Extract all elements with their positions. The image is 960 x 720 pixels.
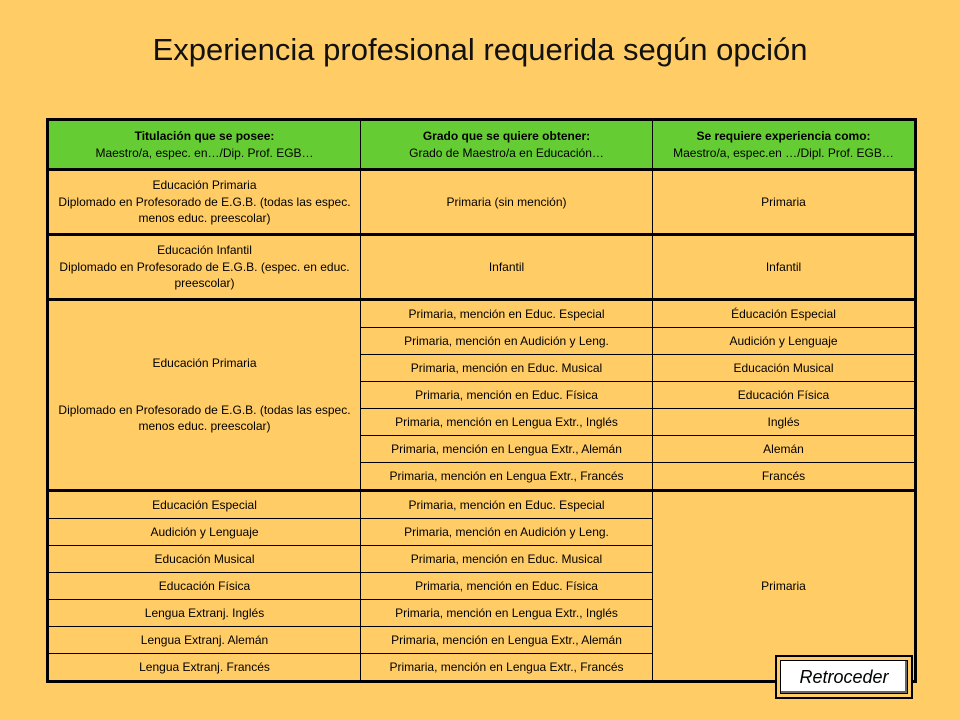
table-row <box>48 491 916 519</box>
back-button-label: Retroceder <box>780 660 908 694</box>
header-titulacion-sub: Maestro/a, espec. en…/Dip. Prof. EGB… <box>95 146 314 160</box>
header-titulacion <box>48 120 361 170</box>
experiencia-cell: Primaria <box>653 170 916 235</box>
titulacion-cell <box>48 170 361 235</box>
grado-cell: Primaria, mención en Lengua Extr., Francés <box>361 463 653 491</box>
header-grado-sub: Grado de Maestro/a en Educación… <box>409 146 604 160</box>
experiencia-cell: Alemán <box>653 436 916 463</box>
header-experiencia <box>653 120 916 170</box>
titulacion-cell: Lengua Extranj. Francés <box>48 654 361 682</box>
grado-cell: Primaria, mención en Educ. Especial <box>361 491 653 519</box>
grado-cell: Infantil <box>361 235 653 300</box>
experiencia-cell: Audición y Lenguaje <box>653 328 916 355</box>
grado-cell: Primaria, mención en Educ. Física <box>361 382 653 409</box>
titulacion-cell <box>48 235 361 300</box>
header-experiencia-sub: Maestro/a, espec.en …/Dipl. Prof. EGB… <box>673 146 894 160</box>
header-grado-title: Grado que se quiere obtener: <box>422 129 591 144</box>
experiencia-cell: Primaria <box>653 491 916 682</box>
titulacion-cell <box>48 300 361 491</box>
grado-cell: Primaria, mención en Educ. Musical <box>361 546 653 573</box>
experiencia-cell: Éducación Especial <box>653 300 916 328</box>
header-grado <box>361 120 653 170</box>
grado-cell: Primaria (sin mención) <box>361 170 653 235</box>
titulacion-cell: Educación Especial <box>48 491 361 519</box>
titulacion-cell: Educación Física <box>48 573 361 600</box>
experiencia-cell: Infantil <box>653 235 916 300</box>
grado-cell: Primaria, mención en Lengua Extr., Francés <box>361 654 653 682</box>
titulacion-cell: Lengua Extranj. Alemán <box>48 627 361 654</box>
experience-table <box>46 118 917 683</box>
header-titulacion-title: Titulación que se posee: <box>134 129 275 144</box>
experiencia-cell: Inglés <box>653 409 916 436</box>
titulacion-line1: Educación Primaria <box>152 355 257 370</box>
titulacion-line2: Diplomado en Profesorado de E.G.B. (todas las espec. menos educ. preescolar) <box>58 194 351 226</box>
experiencia-cell: Educación Física <box>653 382 916 409</box>
header-experiencia-title: Se requiere experiencia como: <box>696 129 871 144</box>
titulacion-line2: Diplomado en Profesorado de E.G.B. (espec. en educ. preescolar) <box>59 259 350 291</box>
grado-cell: Primaria, mención en Audición y Leng. <box>361 328 653 355</box>
titulacion-line1: Educación Infantil <box>157 242 252 257</box>
grado-cell: Primaria, mención en Educ. Musical <box>361 355 653 382</box>
grado-cell: Primaria, mención en Lengua Extr., Alemán <box>361 436 653 463</box>
table-row <box>48 170 916 235</box>
titulacion-line1: Educación Primaria <box>152 177 257 192</box>
table-row <box>48 235 916 300</box>
table-header-row <box>48 120 916 170</box>
page-title: Experiencia profesional requerida según opción <box>152 32 808 67</box>
titulacion-cell: Audición y Lenguaje <box>48 519 361 546</box>
grado-cell: Primaria, mención en Audición y Leng. <box>361 519 653 546</box>
experiencia-cell: Educación Musical <box>653 355 916 382</box>
grado-cell: Primaria, mención en Educ. Especial <box>361 300 653 328</box>
grado-cell: Primaria, mención en Lengua Extr., Inglés <box>361 409 653 436</box>
titulacion-cell: Lengua Extranj. Inglés <box>48 600 361 627</box>
titulacion-line2: Diplomado en Profesorado de E.G.B. (todas las espec. menos educ. preescolar) <box>58 402 351 434</box>
grado-cell: Primaria, mención en Lengua Extr., Inglés <box>361 600 653 627</box>
table-row <box>48 300 916 328</box>
grado-cell: Primaria, mención en Educ. Física <box>361 573 653 600</box>
experiencia-cell: Francés <box>653 463 916 491</box>
grado-cell: Primaria, mención en Lengua Extr., Alemán <box>361 627 653 654</box>
back-button[interactable] <box>775 655 913 699</box>
titulacion-cell: Educación Musical <box>48 546 361 573</box>
